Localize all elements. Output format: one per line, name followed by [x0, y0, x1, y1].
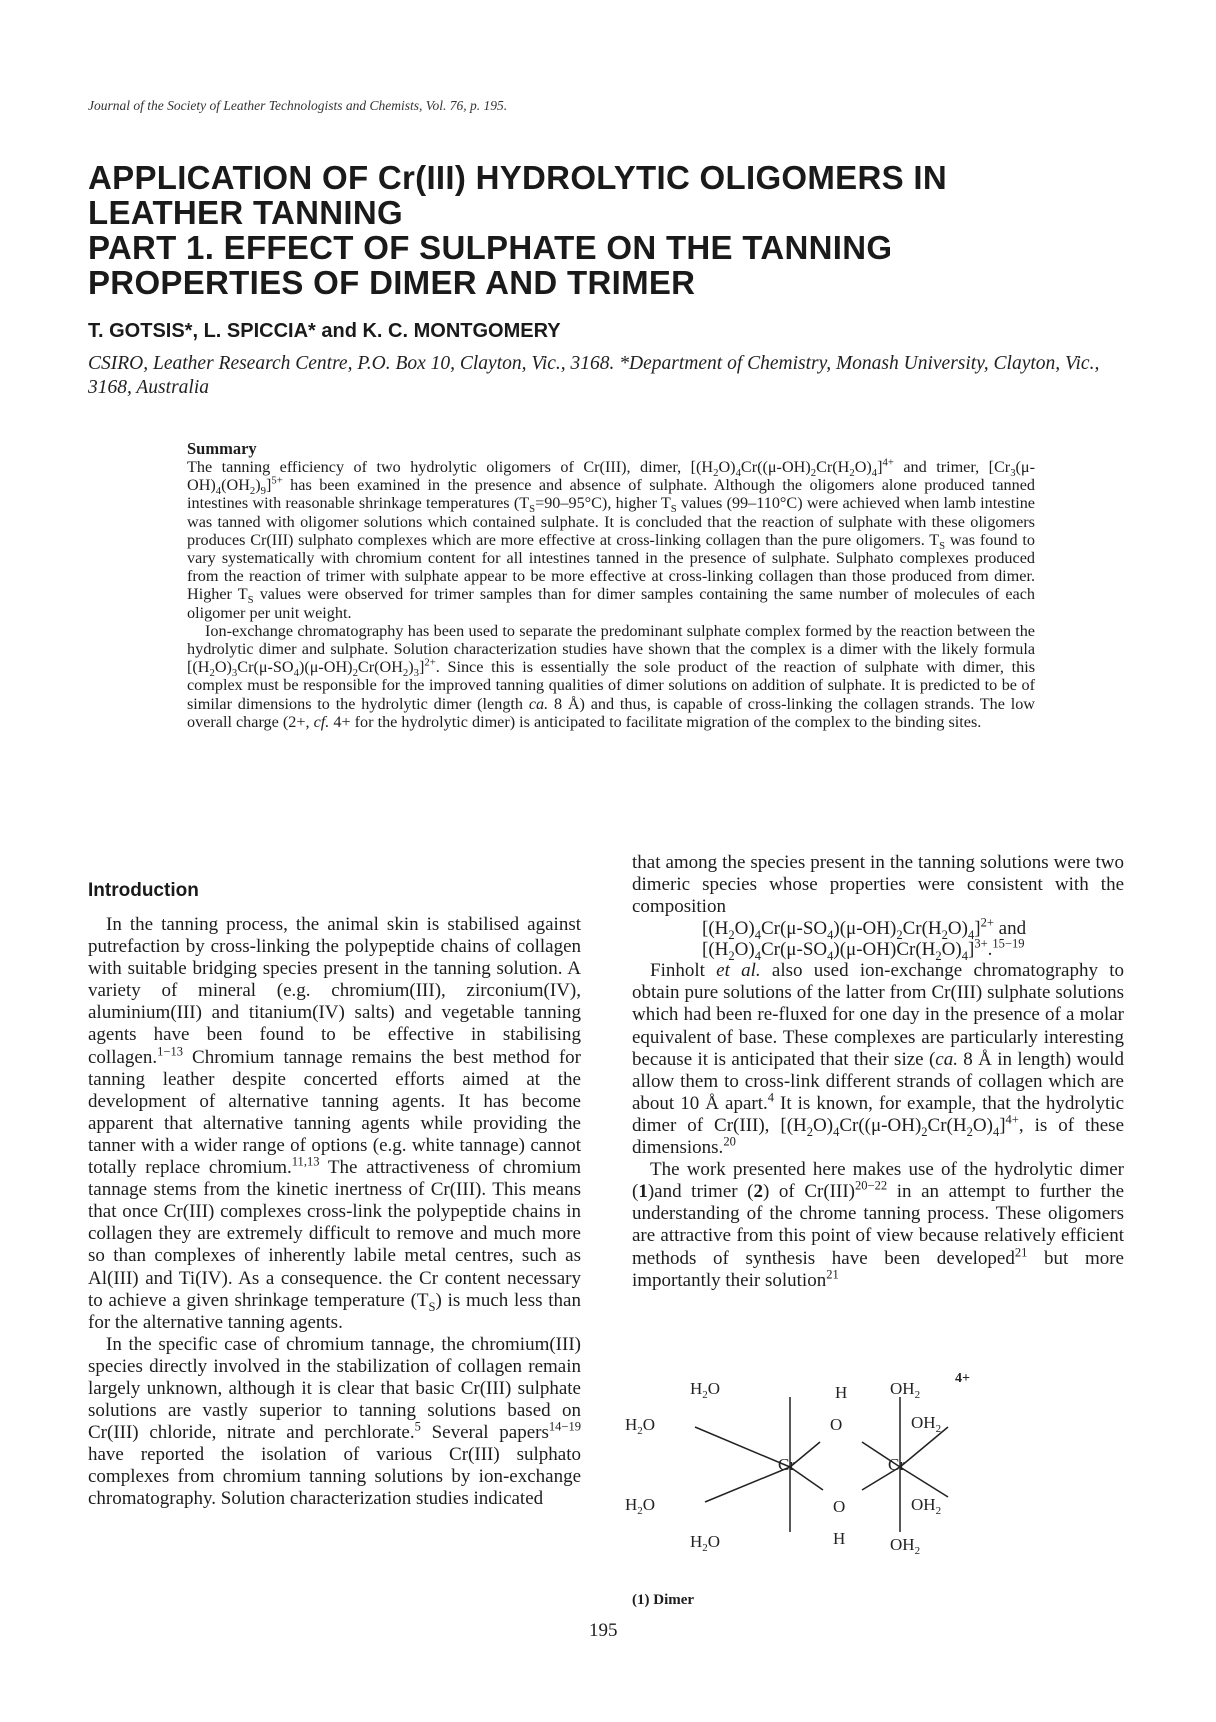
oh2-right-upper: $OH_2$ [911, 1413, 942, 1435]
title-line: APPLICATION OF Cr(III) HYDROLYTIC OLIGOMERS IN [88, 159, 947, 196]
h2o-left-lower: $H_2O$ [625, 1495, 656, 1517]
title-line: PROPERTIES OF DIMER AND TRIMER [88, 264, 696, 301]
figure-caption: (1) Dimer [632, 1592, 695, 1608]
body-paragraph: Finholt et al. also used ion-exchange chromatography to obtain pure solutions of the latter from Cr(III) sulphate solutions which had been re-fluxed for one day in the presence of a molar equivalent of base. These complexes are particularly interesting because it is anticipated that their size (ca. 8 Å in length) would allow them to cross-link different strands of collagen which are about 10 Å apart.$^4$ It is known, for example, that the hydrolytic dimer of Cr(III), [$(H_2O)_4Cr((\mu-OH)_2Cr(H_2O)_4]^{4+}$, is of these dimensions.$^{20}$ [632, 960, 1125, 1159]
h2o-bottom-left: $H_2O$ [690, 1532, 721, 1554]
h2o-left-upper: $H_2O$ [625, 1415, 656, 1437]
paper-title [88, 160, 1148, 300]
left-column [88, 914, 581, 1511]
charge-label: 4+ [955, 1372, 970, 1386]
bond-line [695, 1427, 790, 1467]
o-bridge-bottom: O [833, 1497, 846, 1516]
summary-paragraph: The tanning efficiency of two hydrolytic oligomers of Cr(III), dimer, [$(H_2O)_4Cr((\mu-OH)_2Cr(H_2O)_4]^{4+}$ and trimer, $[Cr_3(\mu-OH)_4(OH_2)_9]^{5+}$ has been examined in the presence and absence of sulphate. Although the oligomers alone produced tanned intestines with reasonable shrinkage temperatures $(T_S=90-95^\circ C)$, higher $T_S$ values (99–110°C) were achieved when lamb intestine was tanned with oligomer solutions which contained sulphate. It is concluded that the reaction of sulphate with these oligomers produces Cr(III) sulphato complexes which are more effective at cross-linking collagen than the pure oligomers. $T_S$ was found to vary systematically with chromium content for all intestines tanned in the presence of sulphate. Sulphato complexes produced from the reaction of trimer with sulphate appear to be more effective at cross-linking collagen than those produced from dimer. Higher $T_S$ values were observed for trimer samples than for dimer samples containing the same number of molecules of each oligomer per unit weight. [187, 456, 1036, 622]
authors: T. GOTSIS*, L. SPICCIA* and K. C. MONTGOMERY [88, 320, 561, 342]
body-paragraph: that among the species present in the tanning solutions were two dimeric species whose properties were consistent with the composition [632, 852, 1124, 918]
summary-section [187, 440, 1035, 731]
oh2-top-right: $OH_2$ [890, 1379, 921, 1401]
body-paragraph: In the tanning process, the animal skin is stabilised against putrefaction by cross-linking the polypeptide chains of collagen with suitable bridging species present in the tanning solution. A variety of mineral (e.g. chromium(III), zirconium(IV), aluminium(III) and titanium(IV) salts) and vegetable tanning agents have been found to be effective in stabilising collagen.$^{1-13}$ Chromium tannage remains the best method for tanning leather despite concerted efforts aimed at the development of alternative tanning agents. It has become apparent that alternative tanning agents while providing the tanner with a wider range of options (e.g. white tannage) cannot totally replace chromium.$^{11,13}$ The attractiveness of chromium tannage stems from the kinetic inertness of Cr(III). This means that once Cr(III) complexes cross-link the polypeptide chains in collagen they are extremely difficult to remove and much more so than complexes of inherently labile metal centres, such as Al(III) and Ti(IV). As a consequence. the Cr content necessary to achieve a given shrinkage temperature $(T_S)$ is much less than for the alternative tanning agents. [88, 914, 582, 1333]
body-paragraph: In the specific case of chromium tannage, the chromium(III) species directly involved in the stabilization of collagen remain largely unknown, although it is clear that basic Cr(III) sulphate solutions are vastly superior to tanning solutions based on Cr(III) chloride, nitrate and perchlorate.$^5$ Several papers$^{14-19}$ have reported the isolation of various Cr(III) sulphato complexes from chromium tanning solutions by ion-exchange chromatography. Solution characterization studies indicated [88, 1333, 582, 1510]
oh2-right-lower: $OH_2$ [911, 1495, 942, 1517]
summary-paragraph: Ion-exchange chromatography has been used to separate the predominant sulphate complex formed by the reaction between the hydrolytic dimer and sulphate. Solution characterization studies have shown that the complex is a dimer with the likely formula $[(H_2O)_3Cr(\mu-SO_4)(\mu-OH)_2Cr(OH_2)_3]^{2+}$. Since this is essentially the sole product of the reaction of sulphate with dimer, this complex must be responsible for the improved tanning qualities of dimer solutions on addition of sulphate. It is predicted to be of similar dimensions to the hydrolytic dimer (length ca. 8 Å) and thus, is capable of cross-linking the collagen strands. The low overall charge (2+, cf. 4+ for the hydrolytic dimer) is anticipated to facilitate migration of the complex to the binding sites. [187, 621, 1035, 731]
formula-line: $[(H_2O)_4Cr(\mu-SO_4)(\mu-OH)_2Cr(H_2O)_4]^{2+}$ and [702, 915, 1027, 943]
h-bridge-top: H [835, 1383, 848, 1402]
cr-right: Cr [888, 1455, 905, 1474]
journal-reference: Journal of the Society of Leather Technologists and Chemists, Vol. 76, p. 195. [88, 98, 508, 113]
right-column [632, 852, 1124, 1292]
h-bridge-bottom: H [833, 1529, 846, 1548]
oh2-bottom-right: $OH_2$ [890, 1535, 921, 1557]
page-number: 195 [589, 1620, 618, 1641]
o-bridge-top: O [830, 1415, 843, 1434]
cr-left: Cr [778, 1455, 795, 1474]
dimer-structure-diagram [625, 1372, 1105, 1612]
affiliation: CSIRO, Leather Research Centre, P.O. Box 10, Clayton, Vic., 3168. *Department of Chemistry, Monash University, Clayton, Vic., 3168, Australia [88, 353, 1100, 398]
body-paragraph: The work presented here makes use of the hydrolytic dimer (1)and trimer (2) of Cr(III)$^{20-22}$ in an attempt to further the understanding of the chrome tanning process. These oligomers are attractive from this point of view because relatively efficient methods of synthesis have been developed$^{21}$ but more importantly their solution$^{21}$ [632, 1159, 1124, 1291]
formula-line: $[(H_2O)_4Cr(\mu-SO_4)(\mu-OH)Cr(H_2O)_4]^{3+}.^{15-19}$ [702, 936, 1025, 964]
summary-heading: Summary [187, 439, 257, 458]
h2o-top-left: $H_2O$ [690, 1379, 721, 1401]
bond-line [900, 1467, 948, 1497]
introduction-heading: Introduction [88, 880, 199, 901]
title-line: LEATHER TANNING [88, 194, 403, 231]
title-line: PART 1. EFFECT OF SULPHATE ON THE TANNING [88, 229, 893, 266]
